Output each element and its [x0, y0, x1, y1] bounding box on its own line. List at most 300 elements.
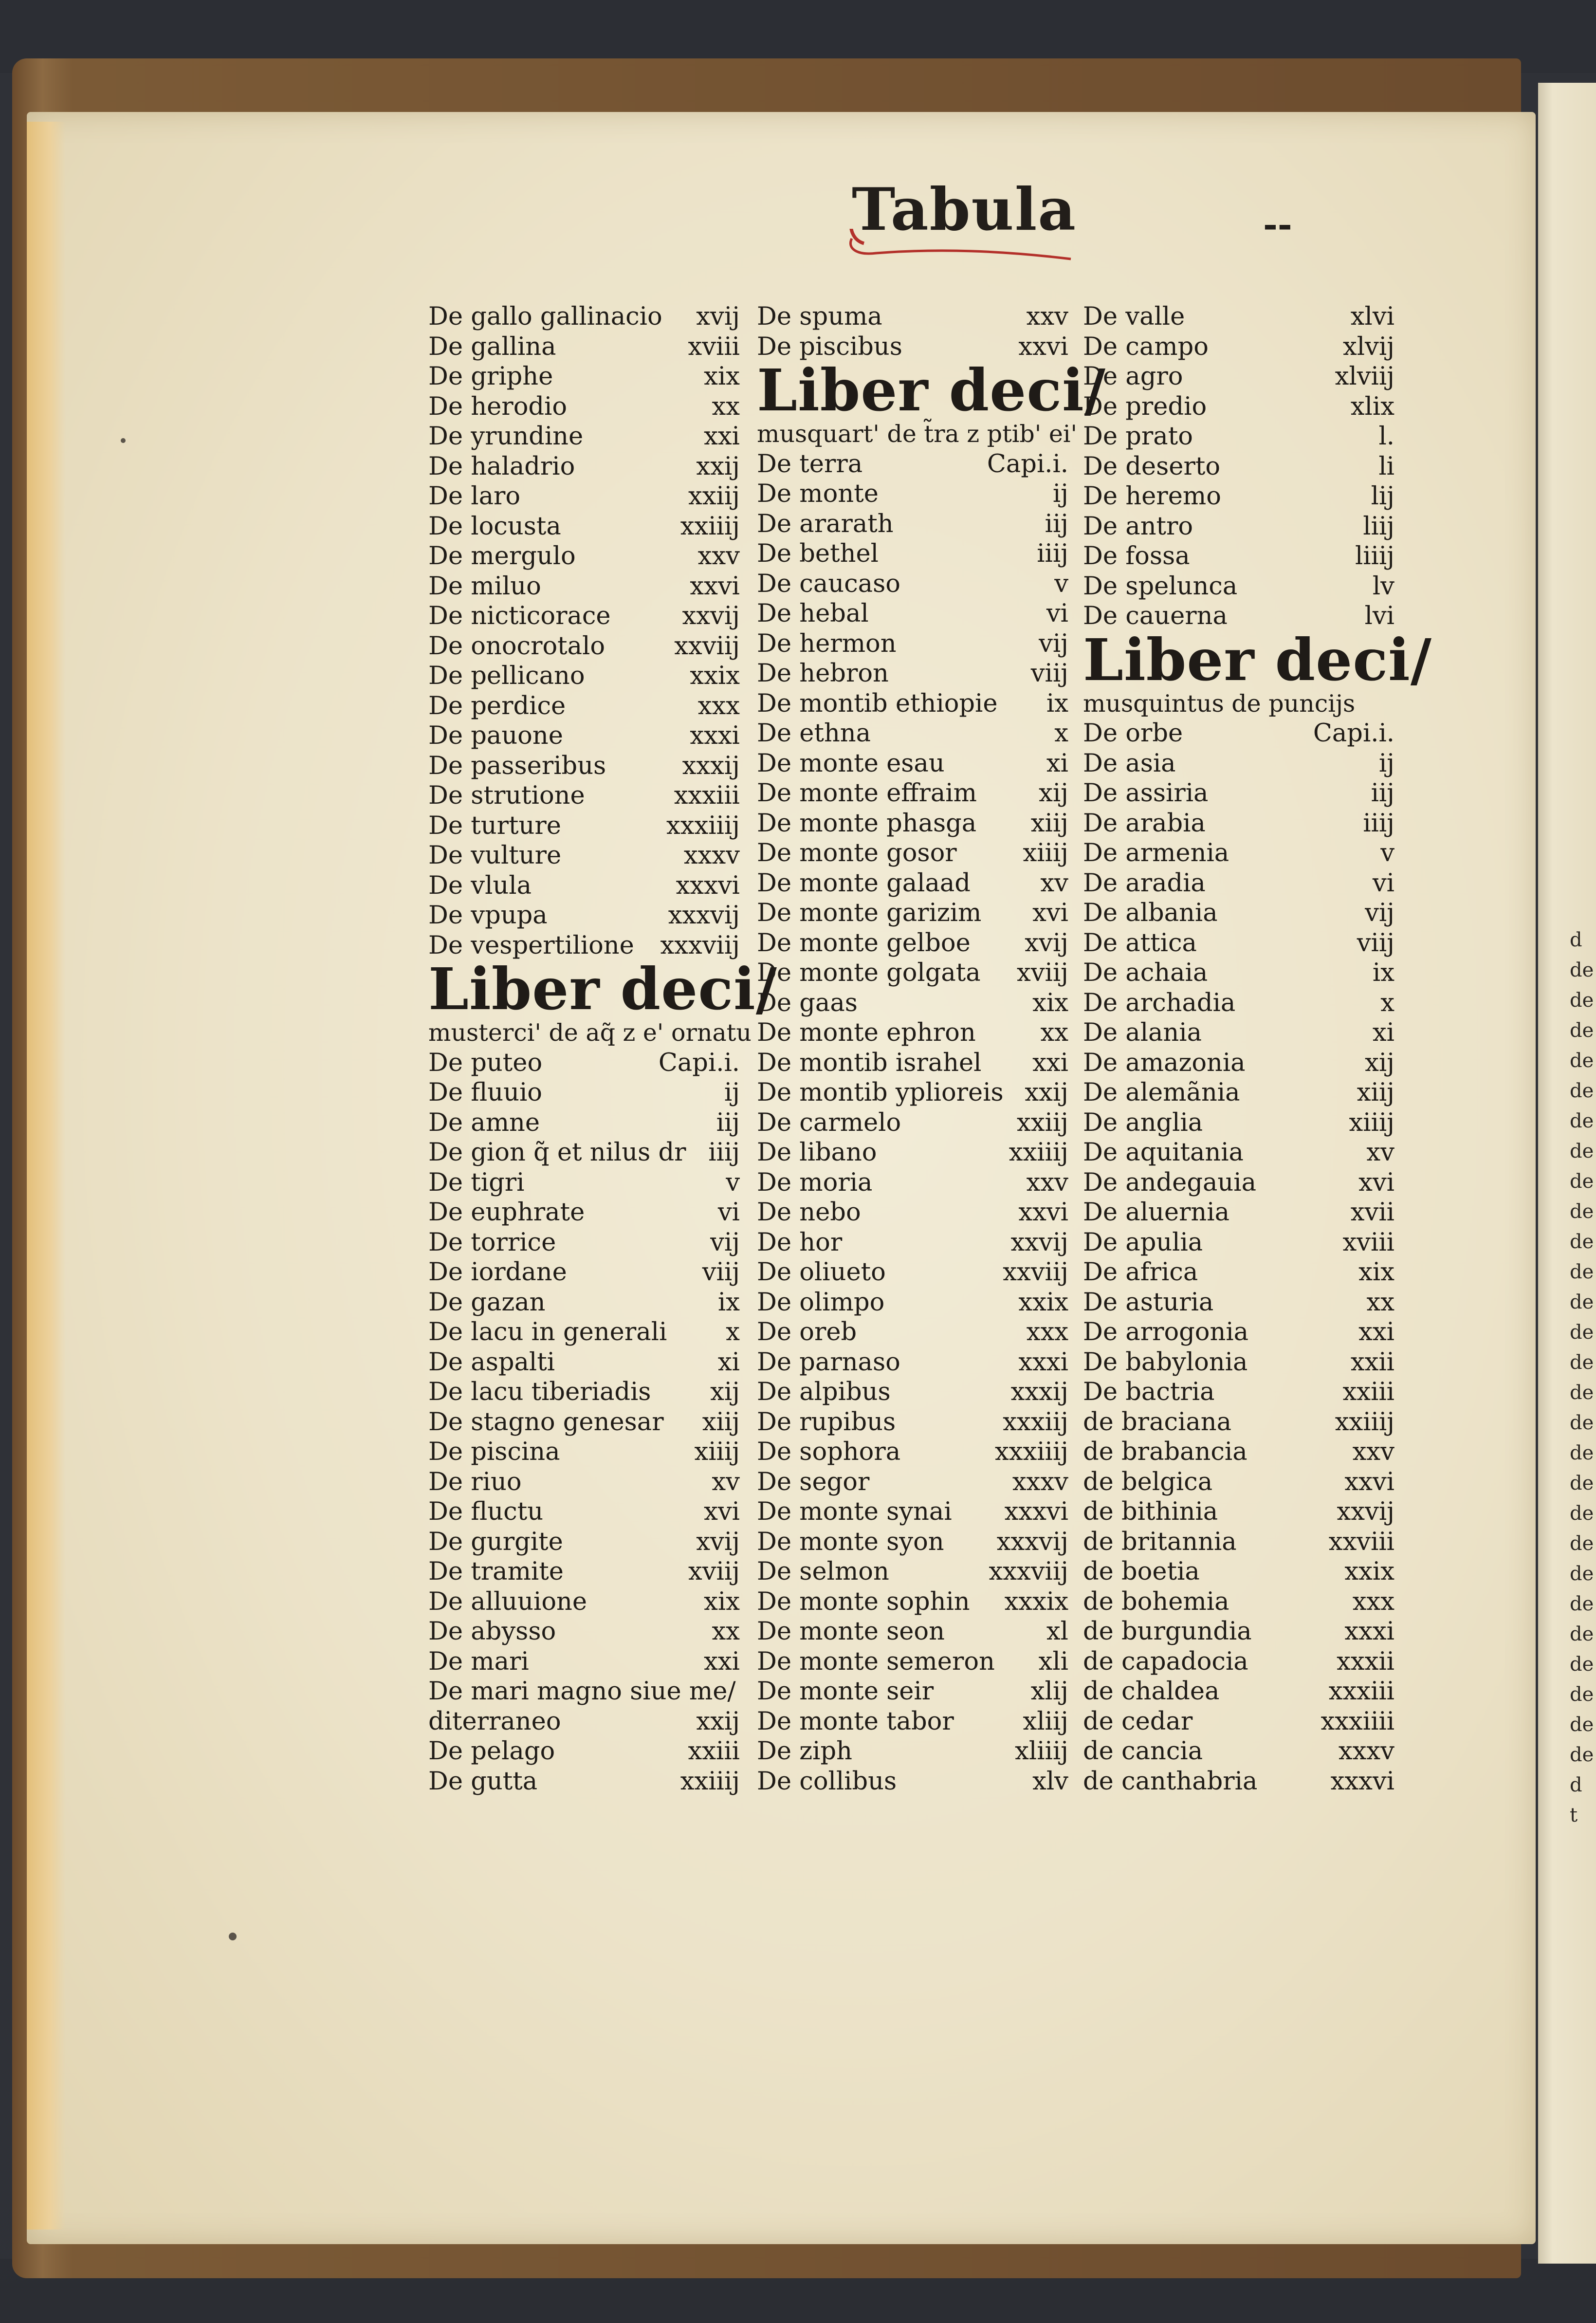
- entry-title: De gurgite: [428, 1527, 563, 1556]
- entry-chapter-number: xxxv: [1012, 1467, 1068, 1496]
- next-leaf-fragment: de: [1570, 1532, 1594, 1555]
- index-entry: [1083, 868, 1394, 899]
- index-entry: [428, 1228, 740, 1258]
- entry-title: De tramite: [428, 1557, 564, 1586]
- entry-title: diterraneo: [428, 1707, 561, 1736]
- entry-title: De hebron: [757, 659, 889, 688]
- index-entry: [428, 691, 740, 721]
- next-leaf-fragment: de: [1570, 1050, 1594, 1072]
- entry-title: De vpupa: [428, 901, 548, 930]
- entry-title: De aluernia: [1083, 1198, 1229, 1227]
- index-entry: [757, 1647, 1068, 1677]
- entry-title: De vespertilione: [428, 931, 634, 960]
- index-entry: [1083, 601, 1394, 631]
- index-entry: [428, 931, 740, 961]
- entry-chapter-number: xviij: [1016, 959, 1068, 987]
- entry-title: De carmelo: [757, 1108, 901, 1137]
- entry-chapter-number: xliij: [1023, 1707, 1068, 1736]
- index-entry: [428, 1677, 740, 1707]
- entry-chapter-number: xx: [712, 1617, 740, 1646]
- index-entry: [757, 1407, 1068, 1438]
- entry-chapter-number: xx: [712, 392, 740, 421]
- entry-title: De monte ephron: [757, 1018, 976, 1047]
- entry-title: De monte seon: [757, 1617, 945, 1646]
- next-leaf-fragment: t: [1570, 1804, 1578, 1826]
- entry-chapter-number: lij: [1371, 482, 1394, 511]
- index-entry: [757, 629, 1068, 659]
- entry-chapter-number: xxxvi: [1004, 1497, 1068, 1526]
- index-entry: [1083, 1647, 1394, 1677]
- entry-chapter-number: xxvi: [690, 572, 740, 601]
- entry-chapter-number: xlv: [1032, 1767, 1068, 1796]
- entry-chapter-number: xx: [1040, 1018, 1068, 1047]
- entry-chapter-number: Capi.i.: [658, 1048, 740, 1077]
- entry-chapter-number: xxxix: [1004, 1587, 1068, 1616]
- next-leaf-fragment: de: [1570, 1200, 1594, 1223]
- entry-chapter-number: xxxviij: [660, 931, 740, 960]
- entry-title: De asturia: [1083, 1288, 1214, 1317]
- entry-chapter-number: liiij: [1355, 542, 1394, 571]
- entry-chapter-number: xxix: [1344, 1557, 1394, 1586]
- entry-chapter-number: xxxvij: [996, 1527, 1068, 1556]
- entry-title: De euphrate: [428, 1198, 585, 1227]
- entry-title: de bohemia: [1083, 1587, 1229, 1616]
- entry-chapter-number: xxxvij: [668, 901, 740, 930]
- entry-chapter-number: xxi: [1032, 1048, 1068, 1077]
- next-leaf-fragment: de: [1570, 1140, 1594, 1162]
- entry-chapter-number: xxiiij: [680, 1767, 740, 1796]
- entry-chapter-number: xxi: [1358, 1318, 1394, 1346]
- entry-title: De miluo: [428, 572, 541, 601]
- index-entry: [757, 332, 1068, 362]
- index-entry: [428, 1767, 740, 1797]
- index-entry: [428, 1557, 740, 1587]
- entry-chapter-number: xxviii: [1328, 1527, 1394, 1556]
- entry-title: De arrogonia: [1083, 1318, 1249, 1346]
- entry-title: De monte tabor: [757, 1707, 954, 1736]
- entry-chapter-number: ix: [717, 1288, 740, 1317]
- entry-chapter-number: xij: [1365, 1048, 1394, 1077]
- entry-chapter-number: vij: [710, 1228, 740, 1257]
- entry-chapter-number: xv: [1040, 868, 1068, 898]
- index-entry: [428, 452, 740, 482]
- entry-title: De onocrotalo: [428, 631, 605, 661]
- entry-title: De andegauia: [1083, 1168, 1256, 1197]
- entry-title: De oreb: [757, 1318, 857, 1346]
- entry-chapter-number: xiiij: [1023, 839, 1068, 867]
- next-leaf-fragment: de: [1570, 1231, 1594, 1253]
- entry-chapter-number: xxxiiii: [1321, 1707, 1394, 1736]
- entry-title: De predio: [1083, 392, 1207, 421]
- entry-chapter-number: xxvi: [1344, 1467, 1394, 1496]
- index-entry: [757, 479, 1068, 509]
- entry-chapter-number: xli: [1038, 1647, 1068, 1676]
- index-entry: [428, 751, 740, 781]
- next-leaf-fragment: de: [1570, 1110, 1594, 1132]
- index-entry: [1083, 838, 1394, 868]
- entry-chapter-number: xxxi: [1344, 1617, 1394, 1646]
- entry-title: De bethel: [757, 539, 879, 568]
- index-entry: [757, 1767, 1068, 1797]
- entry-title: De iordane: [428, 1258, 567, 1287]
- index-entry: [428, 1707, 740, 1737]
- entry-chapter-number: vi: [1046, 599, 1068, 628]
- entry-chapter-number: xlix: [1350, 392, 1394, 421]
- entry-title: De pellicano: [428, 662, 585, 690]
- index-entry: [428, 1377, 740, 1407]
- entry-chapter-number: viij: [702, 1258, 740, 1287]
- entry-title: De gallina: [428, 332, 556, 361]
- entry-title: De antro: [1083, 512, 1193, 541]
- entry-title: De babylonia: [1083, 1347, 1248, 1377]
- entry-title: De heremo: [1083, 482, 1221, 511]
- entry-title: De monte garizim: [757, 899, 982, 927]
- entry-chapter-number: xxxvi: [1330, 1767, 1394, 1796]
- index-entry: [1083, 1048, 1394, 1078]
- index-entry: [428, 841, 740, 871]
- entry-title: De deserto: [1083, 452, 1221, 481]
- entry-chapter-number: xxxiiij: [666, 811, 740, 840]
- index-column-2: [757, 302, 1106, 1796]
- index-entry: [757, 1707, 1068, 1737]
- entry-chapter-number: xxxviij: [989, 1557, 1068, 1586]
- entry-chapter-number: xv: [712, 1467, 740, 1496]
- entry-chapter-number: xi: [717, 1347, 740, 1377]
- entry-chapter-number: xxx: [1026, 1318, 1068, 1346]
- index-entry: [1083, 572, 1394, 602]
- entry-chapter-number: iij: [1045, 509, 1068, 538]
- entry-title: De montib ethiopie: [757, 689, 998, 718]
- entry-title: De albania: [1083, 899, 1218, 927]
- index-entry: [1083, 392, 1394, 422]
- index-entry: [1083, 1767, 1394, 1797]
- index-entry: [1083, 958, 1394, 988]
- index-entry: [757, 1078, 1068, 1108]
- entry-chapter-number: xxix: [690, 662, 740, 690]
- index-entry: [428, 1198, 740, 1228]
- index-entry: [1083, 1078, 1394, 1108]
- entry-title: De prato: [1083, 422, 1193, 451]
- entry-title: De orbe: [1083, 719, 1183, 748]
- next-leaf-fragment: de: [1570, 1019, 1594, 1042]
- entry-title: de cancia: [1083, 1737, 1203, 1766]
- entry-chapter-number: v: [1054, 569, 1068, 598]
- entry-title: De haladrio: [428, 452, 575, 481]
- index-entry: [428, 1527, 740, 1557]
- next-leaf-fragment: de: [1570, 1472, 1594, 1494]
- index-entry: [757, 1108, 1068, 1138]
- entry-title: De monte phasga: [757, 809, 977, 838]
- index-entry: [1083, 1736, 1394, 1767]
- entry-chapter-number: xvi: [1032, 899, 1068, 927]
- entry-chapter-number: vij: [1039, 629, 1068, 658]
- index-entry: [757, 1467, 1068, 1497]
- index-entry: [428, 1647, 740, 1677]
- entry-chapter-number: xxiiij: [1009, 1138, 1068, 1167]
- entry-title: De achaia: [1083, 959, 1208, 987]
- entry-title: De segor: [757, 1467, 870, 1496]
- entry-chapter-number: ix: [1046, 689, 1068, 718]
- index-entry: [1083, 1257, 1394, 1288]
- entry-chapter-number: xiij: [1030, 809, 1068, 838]
- entry-chapter-number: xix: [1358, 1258, 1394, 1287]
- entry-title: De stagno genesar: [428, 1407, 664, 1437]
- index-entry: [757, 1317, 1068, 1347]
- entry-title: De griphe: [428, 362, 553, 391]
- entry-chapter-number: Capi.i.: [987, 449, 1068, 479]
- entry-title: De montib israhel: [757, 1048, 982, 1077]
- entry-title: De mari: [428, 1647, 529, 1676]
- entry-title: De fossa: [1083, 542, 1190, 571]
- entry-chapter-number: ij: [1378, 749, 1394, 778]
- entry-title: De amne: [428, 1108, 540, 1137]
- index-entry: [757, 1347, 1068, 1378]
- index-entry: [1083, 1467, 1394, 1497]
- index-entry: [428, 1108, 740, 1138]
- index-entry: [1083, 452, 1394, 482]
- index-entry: [428, 392, 740, 422]
- index-entry: [1083, 1138, 1394, 1168]
- entry-chapter-number: xvij: [696, 302, 740, 331]
- entry-chapter-number: xxxvi: [676, 871, 740, 900]
- index-entry: [428, 721, 740, 751]
- entry-title: De caucaso: [757, 569, 900, 598]
- entry-title: De monte seir: [757, 1677, 934, 1706]
- entry-chapter-number: xiij: [1357, 1078, 1394, 1107]
- entry-title: De monte galaad: [757, 868, 971, 898]
- index-entry: [757, 689, 1068, 719]
- index-entry: [428, 302, 740, 332]
- index-entry: [757, 958, 1068, 988]
- next-leaf-fragment: de: [1570, 1653, 1594, 1676]
- index-entry: [1083, 1347, 1394, 1378]
- entry-title: De armenia: [1083, 839, 1229, 867]
- index-entry: [757, 1736, 1068, 1767]
- index-entry: [1083, 422, 1394, 452]
- index-entry: [757, 1257, 1068, 1288]
- entry-title: de canthabria: [1083, 1767, 1258, 1796]
- entry-chapter-number: xlviij: [1335, 362, 1394, 391]
- index-entry: [428, 661, 740, 691]
- entry-chapter-number: xlij: [1030, 1677, 1068, 1706]
- index-entry: [757, 719, 1068, 749]
- index-entry: [1083, 1677, 1394, 1707]
- index-entry: [1083, 778, 1394, 809]
- entry-chapter-number: xxxii: [1337, 1647, 1394, 1676]
- entry-title: De tigri: [428, 1168, 525, 1197]
- entry-title: De gaas: [757, 988, 858, 1017]
- entry-title: De aspalti: [428, 1347, 555, 1377]
- index-entry: [428, 481, 740, 512]
- entry-chapter-number: xxxij: [682, 751, 740, 780]
- entry-chapter-number: viij: [1357, 928, 1394, 958]
- entry-chapter-number: viij: [1030, 659, 1068, 688]
- entry-chapter-number: xviii: [688, 332, 740, 361]
- entry-title: De gazan: [428, 1288, 546, 1317]
- next-leaf-fragment: de: [1570, 1593, 1594, 1615]
- index-entry: [1083, 1198, 1394, 1228]
- entry-title: De assiria: [1083, 779, 1209, 808]
- index-entry: [1083, 302, 1394, 332]
- entry-title: De laro: [428, 482, 521, 511]
- entry-chapter-number: xxxi: [1018, 1347, 1068, 1377]
- index-entry: [428, 601, 740, 631]
- entry-title: De ararath: [757, 509, 894, 538]
- page-title: Tabula: [852, 175, 1077, 244]
- index-entry: [1083, 1497, 1394, 1527]
- entry-title: de cedar: [1083, 1707, 1193, 1736]
- entry-chapter-number: xxvij: [1010, 1228, 1068, 1257]
- entry-title: De torrice: [428, 1228, 556, 1257]
- entry-chapter-number: xxviij: [1003, 1258, 1068, 1287]
- entry-title: De spuma: [757, 302, 882, 331]
- entry-chapter-number: xviii: [1342, 1228, 1394, 1257]
- next-leaf-fragment: de: [1570, 1563, 1594, 1585]
- entry-chapter-number: v: [726, 1168, 740, 1197]
- page-spot: [121, 438, 126, 443]
- index-entry: [428, 1317, 740, 1347]
- entry-chapter-number: iij: [1371, 779, 1394, 808]
- entry-title: De campo: [1083, 332, 1209, 361]
- entry-chapter-number: xvii: [1350, 1198, 1394, 1227]
- index-entry: [1083, 988, 1394, 1018]
- entry-chapter-number: x: [1380, 988, 1394, 1017]
- entry-title: De pelago: [428, 1737, 555, 1766]
- index-column-1: [428, 302, 777, 1796]
- entry-title: De rupibus: [757, 1407, 896, 1437]
- entry-title: De apulia: [1083, 1228, 1203, 1257]
- index-entry: [757, 838, 1068, 868]
- index-entry: [428, 1168, 740, 1198]
- index-entry: [428, 1078, 740, 1108]
- index-entry: [1083, 898, 1394, 928]
- index-entry: [757, 1497, 1068, 1527]
- entry-chapter-number: xxxij: [1010, 1378, 1068, 1406]
- next-leaf-fragment: de: [1570, 1744, 1594, 1766]
- entry-title: de burgundia: [1083, 1617, 1252, 1646]
- next-leaf-fragment: d: [1570, 1774, 1582, 1796]
- index-entry: [428, 362, 740, 392]
- entry-title: De archadia: [1083, 988, 1236, 1017]
- index-entry: [1083, 749, 1394, 779]
- next-leaf-text: [1570, 925, 1596, 1850]
- entry-chapter-number: xxii: [1350, 1347, 1394, 1377]
- index-entry: [428, 422, 740, 452]
- entry-chapter-number: l.: [1378, 422, 1394, 451]
- entry-chapter-number: iiij: [708, 1138, 740, 1167]
- entry-chapter-number: xxij: [696, 1707, 740, 1736]
- entry-chapter-number: xi: [1046, 749, 1068, 778]
- entry-chapter-number: xliiij: [1015, 1737, 1068, 1766]
- index-entry: [1083, 481, 1394, 512]
- entry-title: De nebo: [757, 1198, 861, 1227]
- entry-title: De moria: [757, 1168, 873, 1197]
- entry-title: De monte golgata: [757, 959, 981, 987]
- entry-title: De monte sophin: [757, 1587, 970, 1616]
- entry-title: de capadocia: [1083, 1647, 1248, 1676]
- entry-chapter-number: vi: [1372, 868, 1394, 898]
- entry-title: De alemãnia: [1083, 1078, 1240, 1107]
- entry-title: De aradia: [1083, 868, 1206, 898]
- next-leaf-fragment: de: [1570, 1442, 1594, 1464]
- entry-title: De spelunca: [1083, 572, 1238, 601]
- entry-title: De monte synai: [757, 1497, 952, 1526]
- index-entry: [428, 572, 740, 602]
- index-entry: [757, 1288, 1068, 1318]
- entry-title: De monte gelboe: [757, 928, 971, 958]
- entry-title: De mergulo: [428, 542, 576, 571]
- index-entry: [428, 512, 740, 542]
- next-leaf-fragment: de: [1570, 1291, 1594, 1313]
- entry-chapter-number: xxvi: [1018, 332, 1068, 361]
- index-entry: [428, 1048, 740, 1078]
- entry-title: De monte syon: [757, 1527, 944, 1556]
- entry-title: De alluuione: [428, 1587, 587, 1616]
- entry-chapter-number: xxij: [1025, 1078, 1068, 1107]
- index-entry: [428, 1497, 740, 1527]
- title-flourish: [842, 229, 1076, 268]
- entry-title: De piscina: [428, 1438, 560, 1466]
- index-entry: [428, 1257, 740, 1288]
- entry-chapter-number: Capi.i.: [1313, 719, 1394, 748]
- index-entry: [757, 1048, 1068, 1078]
- entry-chapter-number: xxxiij: [1003, 1407, 1068, 1437]
- index-entry: [757, 809, 1068, 839]
- entry-title: De ethna: [757, 719, 871, 748]
- index-entry: [428, 1736, 740, 1767]
- entry-chapter-number: xxv: [1352, 1438, 1394, 1466]
- entry-title: De alpibus: [757, 1378, 891, 1406]
- entry-title: de braciana: [1083, 1407, 1232, 1437]
- index-entry: [757, 778, 1068, 809]
- entry-title: De alania: [1083, 1018, 1202, 1047]
- index-entry: [428, 1617, 740, 1647]
- entry-chapter-number: xxxiii: [1328, 1677, 1394, 1706]
- entry-title: De sophora: [757, 1438, 901, 1466]
- index-entry: [428, 1467, 740, 1497]
- index-entry: [428, 1347, 740, 1378]
- index-entry: [1083, 1587, 1394, 1617]
- entry-chapter-number: xi: [1372, 1018, 1394, 1047]
- entry-chapter-number: xxiii: [688, 1737, 740, 1766]
- index-entry: [757, 928, 1068, 959]
- entry-chapter-number: xx: [1366, 1288, 1394, 1317]
- entry-chapter-number: xxiiij: [680, 512, 740, 541]
- index-entry: [757, 659, 1068, 689]
- index-entry: [428, 901, 740, 931]
- entry-title: De gallo gallinacio: [428, 302, 662, 331]
- entry-title: de britannia: [1083, 1527, 1237, 1556]
- entry-title: De puteo: [428, 1048, 543, 1077]
- index-entry: [428, 871, 740, 901]
- index-column-3: [1083, 302, 1432, 1796]
- entry-chapter-number: xxi: [704, 1647, 740, 1676]
- entry-chapter-number: xxv: [1026, 1168, 1068, 1197]
- next-leaf-fragment: de: [1570, 1382, 1594, 1404]
- next-leaf-fragment: de: [1570, 1683, 1594, 1706]
- book-heading: Liber deci/: [757, 356, 1106, 424]
- entry-title: De africa: [1083, 1258, 1198, 1287]
- entry-chapter-number: iij: [716, 1108, 740, 1137]
- index-entry: [1083, 719, 1394, 749]
- entry-title: De monte semeron: [757, 1647, 995, 1676]
- entry-title: De agro: [1083, 362, 1183, 391]
- entry-title: De monte gosor: [757, 839, 957, 867]
- book-heading: Liber deci/: [428, 955, 777, 1023]
- index-entry: [428, 1587, 740, 1617]
- index-entry: [1083, 928, 1394, 959]
- entry-chapter-number: xvi: [704, 1497, 740, 1526]
